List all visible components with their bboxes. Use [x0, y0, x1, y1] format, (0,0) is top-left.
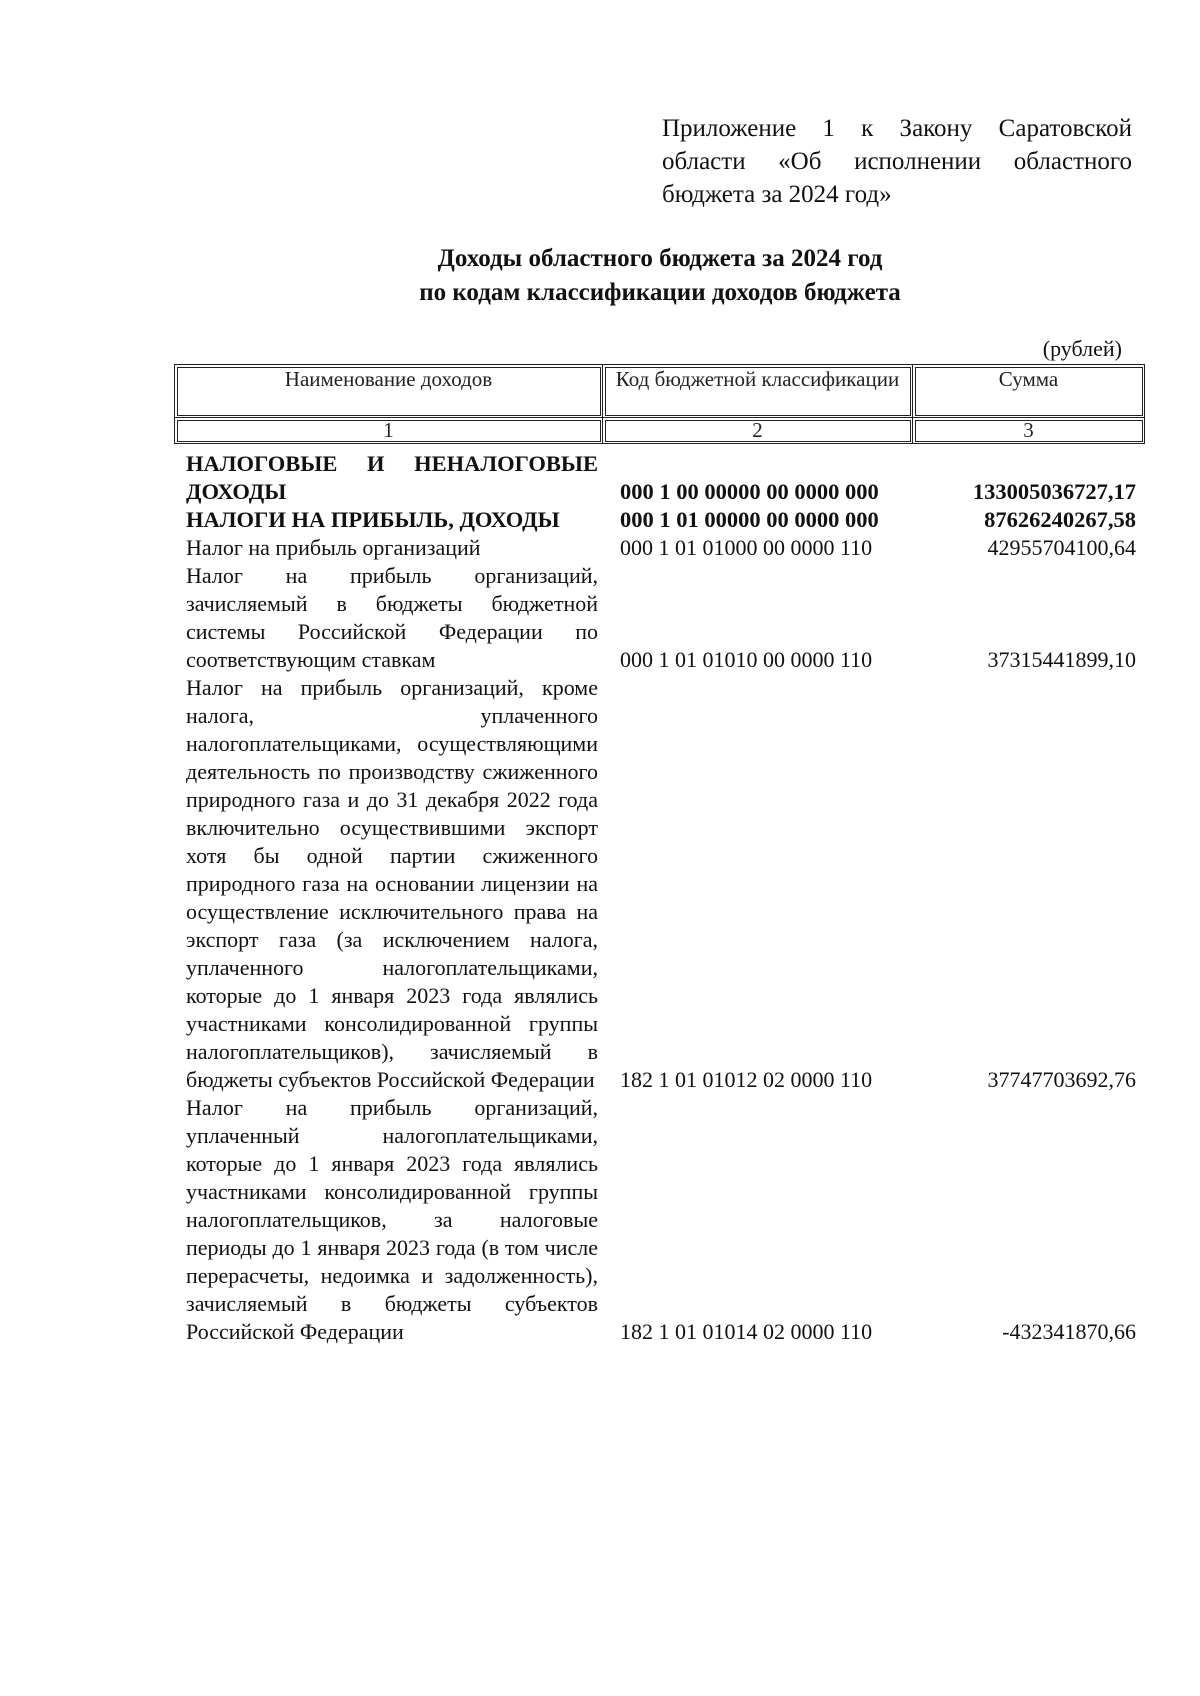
document-title: [160, 242, 1160, 310]
row-code: 000 1 00 00000 00 0000 000: [620, 479, 879, 504]
row-name: Налог на прибыль организаций, кроме налога, уплаченного налогоплательщиками, осуществляющими деятельность по производству сжиженного природного газа и до 31 декабря 2022 года включительно осуществившими экспорт хотя бы одной партии сжиженного природного газа на основании лицензии на осуществление исключительного права на экспорт газа (за исключением налога, уплаченного налогоплательщиками, которые до 1 января 2023 года являлись участниками консолидированной группы налогоплательщиков), зачисляемый в бюджеты субъектов Российской Федерации: [186, 675, 598, 1092]
row-name: НАЛОГОВЫЕ И НЕНАЛОГОВЫЕ ДОХОДЫ: [186, 451, 598, 504]
column-number-3: 3: [913, 418, 1145, 444]
table-row: [186, 1094, 1136, 1346]
row-code: 000 1 01 01010 00 0000 110: [620, 647, 873, 672]
unit-label: (рублей): [1042, 336, 1122, 361]
table-header: [174, 364, 1145, 444]
appendix-note: Приложение 1 к Закону Саратовской области «Об исполнении областного бюджета за 2024 год»: [662, 115, 1132, 208]
title-line-1: Доходы областного бюджета за 2024 год: [437, 245, 883, 272]
column-number-2: 2: [603, 418, 913, 444]
row-name: Налог на прибыль организаций, уплаченный налогоплательщиками, которые до 1 января 2023 года являлись участниками консолидированной группы налогоплательщиков, за налоговые периоды до 1 января 2023 года (в том числе перерасчеты, недоимка и задолженность), зачисляемый в бюджеты субъектов Российской Федерации: [186, 1095, 598, 1344]
header-code: Код бюджетной классификации: [603, 365, 913, 418]
row-code: 000 1 01 01000 00 0000 110: [620, 535, 873, 560]
row-name: Налог на прибыль организаций: [186, 535, 481, 560]
table-row: [186, 450, 1136, 506]
table-row: [186, 534, 1136, 562]
table-row: [186, 674, 1136, 1094]
table-body: [186, 450, 1136, 1346]
column-number-1: 1: [175, 418, 603, 444]
row-amount: 37315441899,10: [987, 647, 1136, 672]
row-code: 182 1 01 01014 02 0000 110: [620, 1319, 873, 1344]
header-amount: Сумма: [913, 365, 1145, 418]
row-code: 000 1 01 00000 00 0000 000: [620, 507, 879, 532]
row-amount: -432341870,66: [1002, 1319, 1136, 1344]
row-name: Налог на прибыль организаций, зачисляемый в бюджеты бюджетной системы Российской Федерации по соответствующим ставкам: [186, 563, 598, 672]
title-line-2: по кодам классификации доходов бюджета: [419, 279, 901, 306]
row-amount: 42955704100,64: [987, 535, 1136, 560]
row-amount: 133005036727,17: [972, 479, 1136, 504]
table-row: [186, 506, 1136, 534]
row-amount: 87626240267,58: [984, 507, 1136, 532]
row-amount: 37747703692,76: [987, 1067, 1136, 1092]
table-row: [186, 562, 1136, 674]
header-name: Наименование доходов: [175, 365, 603, 418]
row-name: НАЛОГИ НА ПРИБЫЛЬ, ДОХОДЫ: [186, 507, 560, 532]
row-code: 182 1 01 01012 02 0000 110: [620, 1067, 873, 1092]
